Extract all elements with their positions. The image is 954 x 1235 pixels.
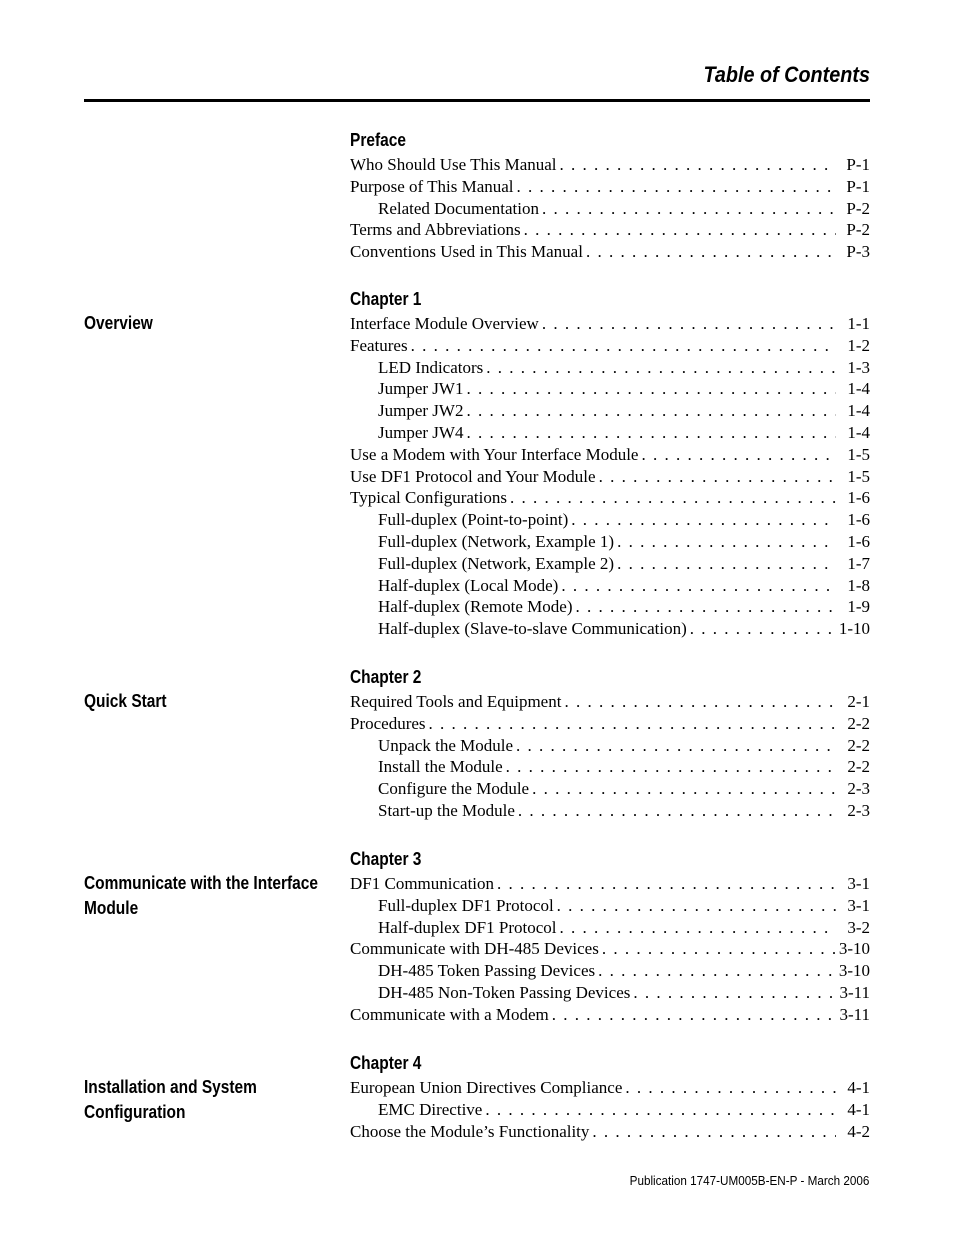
toc-entry[interactable]: [350, 509, 870, 531]
toc-entry-page: 2-2: [847, 735, 870, 755]
toc-entry-page: P-1: [846, 155, 870, 174]
dot-leader: [483, 357, 836, 379]
section-label: Chapter 3: [350, 849, 422, 869]
toc-entry-page: 3-10: [838, 961, 870, 981]
toc-entry-page: 3-11: [839, 982, 870, 1002]
toc-entry-title: Install the Module: [378, 757, 503, 777]
dot-leader: [463, 400, 836, 422]
toc-entry[interactable]: [350, 735, 870, 757]
toc-entry-title: European Union Directives Compliance: [350, 1078, 623, 1097]
toc-entry-page: 1-4: [847, 401, 870, 421]
dot-leader: [507, 487, 836, 509]
dot-leader: [408, 335, 836, 357]
toc-entry-page: 1-7: [847, 553, 870, 573]
toc-entry-page: 4-2: [847, 1121, 870, 1141]
section-label: Preface: [350, 130, 406, 150]
toc-entry-page: 1-5: [847, 466, 870, 486]
toc-entry-page: 3-10: [838, 939, 870, 959]
toc-entry[interactable]: [350, 800, 870, 822]
dot-leader: [494, 873, 836, 895]
dot-leader: [539, 313, 836, 335]
toc-entry[interactable]: [350, 575, 870, 597]
section-label: Chapter 4: [350, 1053, 422, 1073]
toc-entry[interactable]: [350, 378, 870, 400]
toc-entry[interactable]: [350, 335, 870, 357]
toc-entry-page: 1-5: [847, 444, 870, 464]
toc-entry-title: Half-duplex (Local Mode): [378, 575, 559, 595]
chapter-title: Overview: [84, 313, 153, 333]
toc-entry-title: Jumper JW4: [378, 422, 464, 442]
toc-entry-page: P-2: [846, 198, 870, 218]
section-label: Chapter 1: [350, 289, 422, 309]
toc-entry-title: Conventions Used in This Manual: [350, 242, 583, 262]
toc-entry[interactable]: [350, 1099, 870, 1121]
toc-entry[interactable]: [350, 487, 870, 509]
toc-entry-page: 1-2: [847, 335, 870, 355]
dot-leader: [554, 895, 836, 917]
toc-entry-list: [350, 691, 870, 822]
dot-leader: [539, 198, 836, 220]
section-label: Chapter 2: [350, 667, 422, 687]
dot-leader: [557, 154, 836, 176]
toc-entry-title: Start-up the Module: [378, 800, 515, 820]
toc-entry-title: Terms and Abbreviations: [350, 220, 521, 240]
toc-entry[interactable]: [350, 778, 870, 800]
toc-entry[interactable]: [350, 553, 870, 575]
toc-entry[interactable]: [350, 219, 870, 241]
chapter-title: Quick Start: [84, 691, 167, 711]
toc-entry-page: 2-2: [847, 713, 870, 733]
toc-entry-title: Use DF1 Protocol and Your Module: [350, 466, 596, 486]
toc-entry[interactable]: [350, 531, 870, 553]
dot-leader: [556, 917, 836, 939]
toc-entry[interactable]: [350, 917, 870, 939]
toc-entry-title: Full-duplex (Network, Example 2): [378, 553, 615, 573]
dot-leader: [638, 444, 836, 466]
toc-entry[interactable]: [350, 1004, 870, 1026]
dot-leader: [463, 422, 836, 444]
toc-entry-page: 2-1: [847, 692, 870, 711]
dot-leader: [426, 713, 836, 735]
dot-leader: [514, 176, 836, 198]
toc-entry-title: Half-duplex (Remote Mode): [378, 597, 573, 617]
toc-entry-title: Procedures: [350, 713, 426, 733]
toc-entry-page: 4-1: [847, 1099, 870, 1119]
toc-entry-title: Interface Module Overview: [350, 314, 539, 333]
dot-leader: [568, 509, 836, 531]
title-rule: [84, 99, 870, 102]
toc-entry[interactable]: [350, 895, 870, 917]
toc-entry[interactable]: [350, 198, 870, 220]
toc-entry-title: Full-duplex (Network, Example 1): [378, 531, 615, 551]
toc-entry[interactable]: [350, 960, 870, 982]
dot-leader: [515, 800, 836, 822]
dot-leader: [482, 1099, 836, 1121]
toc-entry-title: Configure the Module: [378, 779, 530, 799]
toc-entry-title: Full-duplex (Point-to-point): [378, 510, 569, 530]
toc-entry[interactable]: [350, 313, 870, 335]
toc-entry[interactable]: [350, 357, 870, 379]
toc-entry-title: DF1 Communication: [350, 874, 495, 893]
toc-entry-title: Typical Configurations: [350, 488, 507, 508]
toc-entry-page: 1-8: [847, 575, 870, 595]
toc-entry-title: Required Tools and Equipment: [350, 692, 562, 711]
dot-leader: [503, 756, 836, 778]
dot-leader: [622, 1077, 836, 1099]
toc-entry-title: Use a Modem with Your Interface Module: [350, 444, 639, 464]
toc-entry-page: 1-1: [847, 314, 870, 333]
toc-entry-title: Half-duplex (Slave-to-slave Communication): [378, 619, 687, 639]
dot-leader: [614, 531, 836, 553]
dot-leader: [596, 466, 836, 488]
toc-entry-title: Related Documentation: [378, 198, 539, 218]
toc-entry-page: 1-4: [847, 422, 870, 442]
publication-footer: Publication 1747-UM005B-EN-P - March 2006: [629, 1173, 869, 1188]
toc-entry[interactable]: [350, 1077, 870, 1099]
toc-entry[interactable]: [350, 982, 870, 1004]
dot-leader: [687, 618, 835, 640]
toc-entry-page: 1-9: [847, 597, 870, 617]
toc-entry[interactable]: [350, 713, 870, 735]
toc-entry-page: 3-2: [847, 917, 870, 937]
toc-entry[interactable]: [350, 154, 870, 176]
dot-leader: [573, 596, 837, 618]
toc-entry-title: Unpack the Module: [378, 735, 514, 755]
toc-entry-page: 2-3: [847, 800, 870, 820]
dot-leader: [589, 1121, 836, 1143]
dot-leader: [558, 575, 836, 597]
toc-entry-page: 1-3: [847, 357, 870, 377]
dot-leader: [595, 960, 835, 982]
toc-entry-page: 1-6: [847, 531, 870, 551]
toc-entry[interactable]: [350, 596, 870, 618]
toc-entry-title: Full-duplex DF1 Protocol: [378, 895, 554, 915]
dot-leader: [561, 691, 836, 713]
dot-leader: [521, 219, 836, 241]
page-title: Table of Contents: [703, 62, 870, 87]
toc-entry[interactable]: [350, 938, 870, 960]
toc-entry-title: Purpose of This Manual: [350, 176, 514, 196]
toc-entry-page: 1-4: [847, 379, 870, 399]
toc-entry[interactable]: [350, 422, 870, 444]
toc-entry-title: Half-duplex DF1 Protocol: [378, 917, 557, 937]
toc-entry[interactable]: [350, 1121, 870, 1143]
toc-entry-title: Choose the Module’s Functionality: [350, 1121, 590, 1141]
toc-entry-list: [350, 1077, 870, 1142]
toc-entry[interactable]: [350, 176, 870, 198]
toc-entry-title: Features: [350, 335, 408, 355]
toc-entry-page: 1-6: [847, 510, 870, 530]
toc-entry-title: LED Indicators: [378, 357, 484, 377]
toc-entry[interactable]: [350, 241, 870, 263]
toc-entry-title: Who Should Use This Manual: [350, 155, 557, 174]
dot-leader: [599, 938, 835, 960]
toc-entry-page: 4-1: [847, 1078, 870, 1097]
toc-entry[interactable]: [350, 466, 870, 488]
toc-entry-title: Communicate with DH-485 Devices: [350, 939, 599, 959]
dot-leader: [614, 553, 836, 575]
chapter-title: Communicate with the Interface Module: [84, 873, 318, 918]
toc-entry-list: [350, 313, 870, 640]
toc-entry-page: 3-11: [839, 1004, 870, 1024]
toc-entry-page: 1-10: [838, 619, 870, 639]
toc-entry-page: 1-6: [847, 488, 870, 508]
toc-entry[interactable]: [350, 873, 870, 895]
toc-entry-title: Jumper JW1: [378, 379, 464, 399]
dot-leader: [529, 778, 836, 800]
toc-entry-page: P-2: [846, 220, 870, 240]
toc-entry-list: [350, 154, 870, 263]
dot-leader: [549, 1004, 836, 1026]
toc-entry[interactable]: [350, 444, 870, 466]
toc-entry-page: 3-1: [847, 874, 870, 893]
toc-entry-title: EMC Directive: [378, 1099, 483, 1119]
dot-leader: [583, 241, 836, 263]
toc-entry-title: DH-485 Token Passing Devices: [378, 961, 596, 981]
chapter-title: Installation and System Configuration: [84, 1077, 257, 1122]
toc-entry-list: [350, 873, 870, 1026]
toc-entry-title: DH-485 Non-Token Passing Devices: [378, 982, 631, 1002]
toc-entry-page: 3-1: [847, 895, 870, 915]
toc-entry-page: 2-3: [847, 779, 870, 799]
toc-entry-page: P-3: [846, 242, 870, 262]
toc-entry[interactable]: [350, 756, 870, 778]
toc-entry[interactable]: [350, 400, 870, 422]
dot-leader: [630, 982, 835, 1004]
toc-entry[interactable]: [350, 691, 870, 713]
dot-leader: [513, 735, 836, 757]
toc-entry-title: Communicate with a Modem: [350, 1004, 549, 1024]
dot-leader: [463, 378, 836, 400]
toc-entry-page: 2-2: [847, 757, 870, 777]
toc-entry[interactable]: [350, 618, 870, 640]
toc-entry-title: Jumper JW2: [378, 401, 464, 421]
toc-entry-page: P-1: [846, 176, 870, 196]
